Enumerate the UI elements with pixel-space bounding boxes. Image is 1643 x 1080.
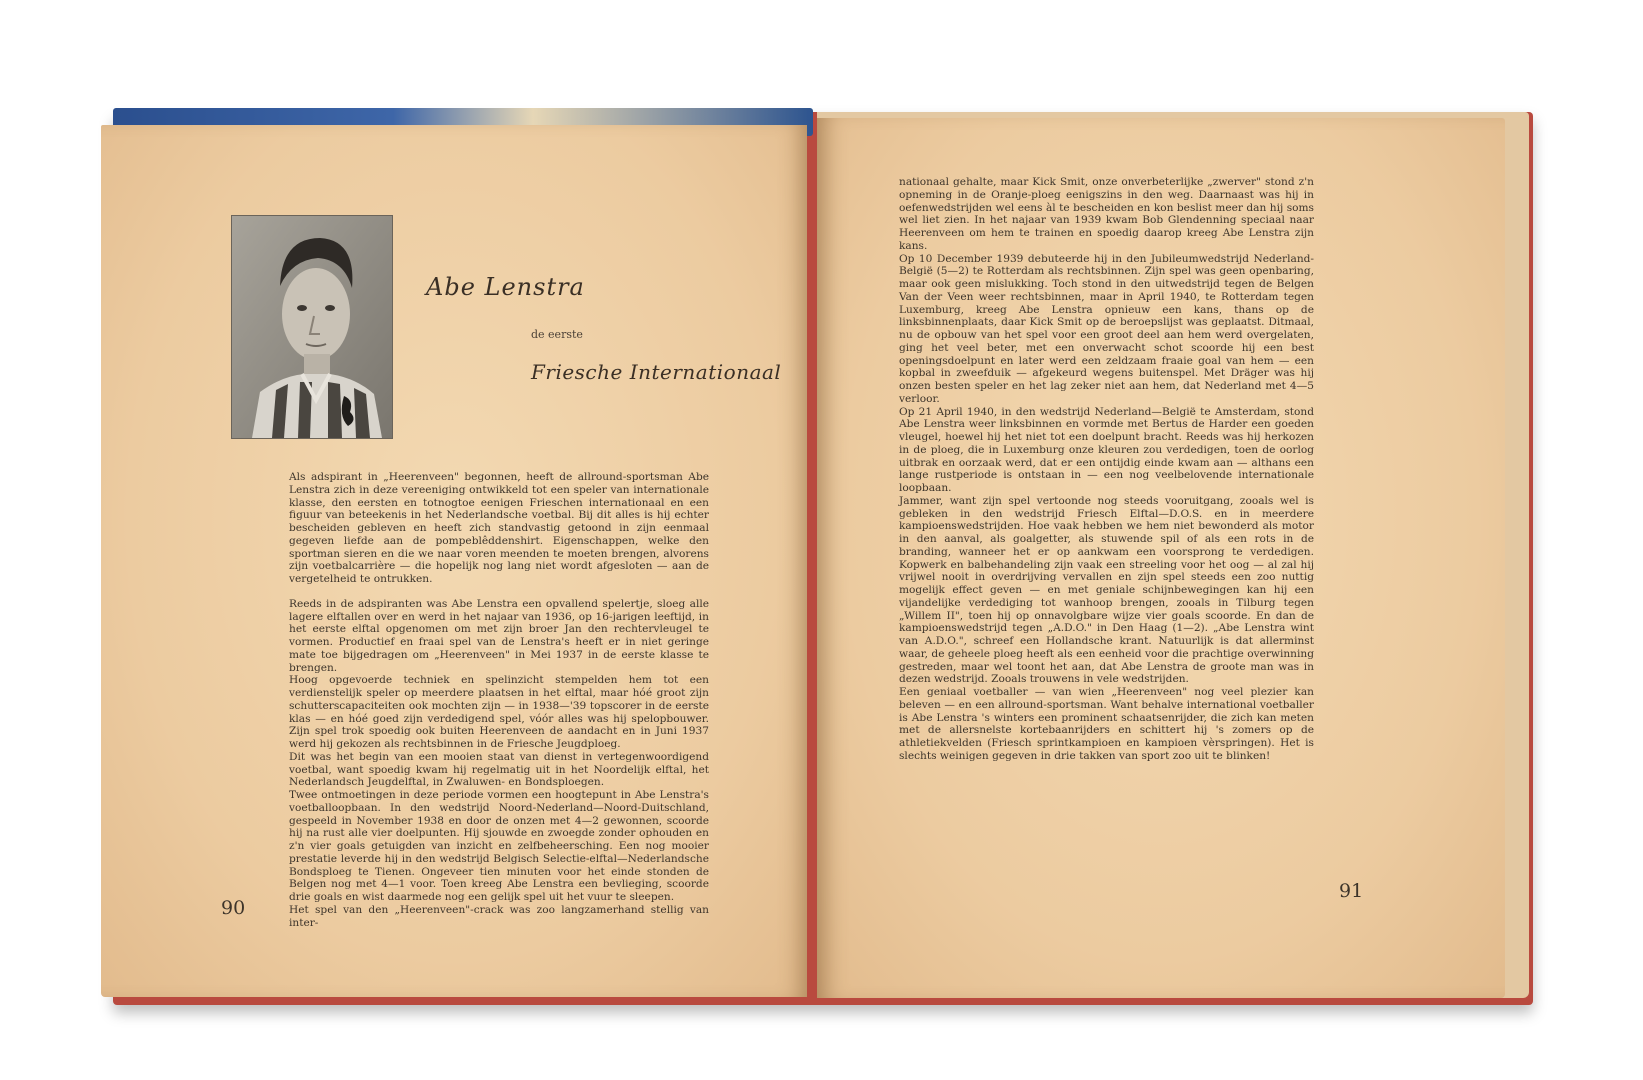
left-body-text: [289, 471, 709, 929]
paragraph: Twee ontmoetingen in deze periode vormen een hoogtepunt in Abe Lenstra's voetballoopbaan. In den wedstrijd Noord-Nederland—Noord-Duitschland, gespeeld in November 1938 en door de onzen met 4—2 gewonnen, scoorde hij na rust alle vier doelpunten. Hij sjouwde en zwoegde zonder ophouden en z'n vier goals getuigden van inzicht en zelfbeheersching. Een nog mooier prestatie leverde hij in den wedstrijd Belgisch Selectie-elftal—Nederlandsche Bondsploeg te Tienen. Ongeveer tien minuten voor het einde stonden de Belgen nog met 4—1 voor. Toen kreeg Abe Lenstra een bevlieging, scoorde drie goals en wist daarmede nog een gelijk spel uit het vuur te sleepen.: [289, 789, 709, 903]
article-title: Abe Lenstra: [426, 273, 585, 301]
paragraph: Hoog opgevoerde techniek en spelinzicht stempelden hem tot een verdienstelijk speler op meerdere plaatsen in het elftal, maar hóé groot zijn schutterscapaciteiten ook mochten zijn — in 1938—'39 topscorer in de eerste klas — en hóé goed zijn verdedigend spel, vóór alles was hij spelopbouwer. Zijn spel trok spoedig ook buiten Heerenveen de aandacht en in Juni 1937 werd hij gekozen als rechtsbinnen in de Friesche Jeugdploeg.: [289, 674, 709, 750]
paragraph: Op 10 December 1939 debuteerde hij in den Jubileumwedstrijd Nederland-België (5—2) te Rotterdam als rechtsbinnen. Zijn spel was geen openbaring, maar ook geen mislukking. Toch stond in den uitwedstrijd tegen de Belgen Van der Veen weer rechtsbinnen, maar in April 1940, te Rotterdam tegen Luxemburg, kreeg Abe Lenstra opnieuw een kans, thans op de linksbinnenplaats, daar Kick Smit op de beroepslijst was geplaatst. Ditmaal, nu de opbouw van het spel voor een groot deel aan hem werd overgelaten, ging het veel beter, met een onverwacht schot scoorde hij een best openingsdoelpunt en later werd een zeldzaam fraaie goal van hem — een kopbal in zweefduik — afgekeurd wegens buitenspel. Met Dräger was hij onzen besten speler en het lag zeker niet aan hem, dat Nederland met 4—5 verloor.: [899, 252, 1314, 405]
paragraph: Reeds in de adspiranten was Abe Lenstra een opvallend spelertje, sloeg alle lagere elftallen over en werd in het najaar van 1936, op 16-jarigen leeftijd, in het eerste elftal opgenomen om met zijn broer Jan den rechtervleugel te vormen. Productief en fraai spel van de Lenstra's heeft er in niet geringe mate toe bijgedragen om „Heerenveen" in Mei 1937 in de eerste klasse te brengen.: [289, 597, 709, 674]
portrait-photo: [231, 215, 393, 439]
article-title-line2: Friesche Internationaal: [531, 360, 782, 384]
portrait-image: [232, 216, 392, 438]
paragraph: Op 21 April 1940, in den wedstrijd Nederland—België te Amsterdam, stond Abe Lenstra weer linksbinnen en vormde met Bertus de Harder een goeden vleugel, hoewel hij het niet tot een doelpunt bracht. Reeds was hij herkozen in de ploeg, die in Luxemburg onze kleuren zou verdedigen, toen de oorlog uitbrak en oorzaak werd, dat er een ontijdig einde kwam aan — althans een lange rustperiode is ontstaan in — een nog veelbelovende internationale loopbaan.: [899, 405, 1314, 494]
article-subtitle: de eerste: [531, 328, 583, 341]
left-page: [101, 125, 807, 997]
paragraph: Dit was het begin van een mooien staat van dienst in vertegenwoordigend voetbal, want spoedig kwam hij regelmatig uit in het Noordelijk elftal, het Nederlandsch Jeugdelftal, in Zwaluwen- en Bondsploegen.: [289, 750, 709, 789]
paragraph: Het spel van den „Heerenveen"-crack was zoo langzamerhand stellig van inter-: [289, 903, 709, 929]
page-number: 90: [221, 897, 246, 919]
page-number: 91: [1339, 880, 1364, 902]
right-body-text: [899, 176, 1314, 763]
paragraph: Als adspirant in „Heerenveen" begonnen, heeft de allround-sportsman Abe Lenstra zich in deze vereeniging ontwikkeld tot een speler van internationale klasse, den eersten en totnogtoe eenigen Frieschen internationaal en een figuur van beteekenis in het Nederlandsche voetbal. Bij dit alles is hij echter bescheiden gebleven en heeft zich standvastig getoond in zijn eenmaal gegeven liefde aan de pompeblêddenshirt. Eigenschappen, welke den sportman sieren en die we naar voren meenden te moeten brengen, alvorens zijn voetbalcarrière — die hopelijk nog lang niet wordt afgesloten — aan de vergetelheid te ontrukken.: [289, 471, 709, 585]
open-book: [95, 100, 1535, 1005]
paragraph: Een geniaal voetballer — van wien „Heerenveen" nog veel plezier kan beleven — en een allround-sportsman. Want behalve international voetballer is Abe Lenstra 's winters een prominent schaatsenrijder, die zich kan meten met de allersnelste kortebaanrijders en schittert hij 's zomers op de athletiekvelden (Friesch sprintkampioen en kampioen vèrspringen). Het is slechts weinigen gegeven in drie takken van sport zoo uit te blinken!: [899, 686, 1314, 762]
paragraph: Jammer, want zijn spel vertoonde nog steeds vooruitgang, zooals wel is gebleken in den wedstrijd Friesch Elftal—D.O.S. en in meerdere kampioenswedstrijden. Hoe vaak hebben we hem niet bewonderd als motor in den aanval, als goalgetter, als stuwende spil of als een rots in de branding, wanneer het er op aankwam een voorsprong te verdedigen. Kopwerk en balbehandeling zijn vaak een streeling voor het oog — al zal hij vrijwel nooit in overdrijving vervallen en zijn spel steeds een zoo nuttig mogelijk effect geven — en met geniale schijnbewegingen kan hij een vijandelijke verdediging tot wanhoop brengen, zooals in Tilburg tegen „Willem II", toen hij op onnavolgbare wijze vier goals scoorde. En dan de kampioenswedstrijd tegen „A.D.O." in Den Haag (1—2). „Abe Lenstra wint van A.D.O.", schreef een Hollandsche krant. Natuurlijk is dat allerminst waar, de geheele ploeg heeft als een eenheid voor die prachtige overwinning gestreden, maar wel toont het aan, dat Abe Lenstra de groote man was in dezen wedstrijd. Zooals trouwens in vele wedstrijden.: [899, 494, 1314, 686]
right-page: [817, 118, 1505, 998]
paragraph: nationaal gehalte, maar Kick Smit, onze onverbeterlijke „zwerver" stond z'n opneming in de Oranje-ploeg eenigszins in den weg. Daarnaast was hij in oefenwedstrijden wel eens àl te bescheiden en kon beslist meer dan hij soms wel liet zien. In het najaar van 1939 kwam Bob Glendenning speciaal naar Heerenveen om hem te trainen en spoedig daarop kreeg Abe Lenstra zijn kans.: [899, 176, 1314, 252]
